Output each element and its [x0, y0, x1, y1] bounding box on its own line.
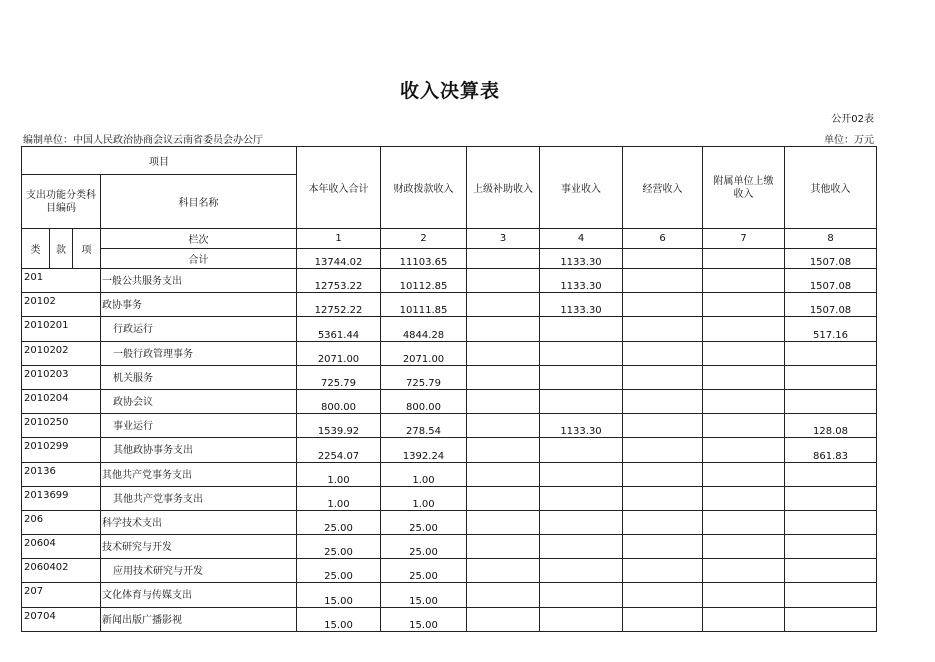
row-value-cell: 15.00 — [297, 583, 381, 607]
row-value-cell — [703, 559, 785, 583]
row-value-cell: 1.00 — [297, 462, 381, 486]
row-value-cell: 2071.00 — [381, 341, 467, 365]
total-cell: 13744.02 — [297, 249, 381, 269]
row-value-cell — [703, 269, 785, 293]
row-value-cell: 1.00 — [297, 486, 381, 510]
row-value-cell — [623, 583, 703, 607]
row-code: 2010202 — [22, 341, 101, 365]
form-number: 公开02表 — [831, 114, 874, 125]
row-value-cell — [467, 389, 540, 413]
row-subject-name: 科学技术支出 — [101, 510, 297, 534]
row-value-cell — [703, 510, 785, 534]
row-value-cell: 1.00 — [381, 462, 467, 486]
col-number: 3 — [467, 229, 540, 249]
table-row — [22, 438, 877, 462]
total-cell: 11103.65 — [381, 249, 467, 269]
row-value-cell — [540, 559, 623, 583]
row-value-cell — [623, 341, 703, 365]
row-value-cell — [785, 486, 877, 510]
row-value-cell: 1507.08 — [785, 269, 877, 293]
header-col-4: 事业收入 — [540, 147, 623, 229]
row-value-cell — [623, 438, 703, 462]
row-code: 2060402 — [22, 559, 101, 583]
row-subject-name: 机关服务 — [101, 365, 297, 389]
row-value-cell — [785, 559, 877, 583]
row-value-cell: 10111.85 — [381, 293, 467, 317]
row-value-cell — [703, 583, 785, 607]
col-number: 6 — [623, 229, 703, 249]
row-value-cell — [623, 559, 703, 583]
header-col-5: 经营收入 — [623, 147, 703, 229]
table-row — [22, 365, 877, 389]
header-col-6: 附属单位上缴收入 — [703, 147, 785, 229]
row-value-cell: 4844.28 — [381, 317, 467, 341]
row-value-cell — [467, 341, 540, 365]
row-value-cell — [467, 486, 540, 510]
row-subject-name: 文化体育与传媒支出 — [101, 583, 297, 607]
header-col-2: 财政拨款收入 — [381, 147, 467, 229]
row-value-cell: 15.00 — [297, 607, 381, 631]
row-value-cell — [703, 607, 785, 631]
total-cell — [623, 249, 703, 269]
total-cell: 1507.08 — [785, 249, 877, 269]
header-subject-name: 科目名称 — [101, 175, 297, 229]
row-value-cell: 1392.24 — [381, 438, 467, 462]
table-row — [22, 389, 877, 413]
col-number: 1 — [297, 229, 381, 249]
row-value-cell — [540, 535, 623, 559]
row-value-cell — [540, 486, 623, 510]
row-value-cell — [623, 269, 703, 293]
row-subject-name: 政协事务 — [101, 293, 297, 317]
header-func-code: 支出功能分类科目编码 — [22, 175, 101, 229]
row-value-cell: 517.16 — [785, 317, 877, 341]
row-subject-name: 行政运行 — [101, 317, 297, 341]
col-number: 7 — [703, 229, 785, 249]
row-subject-name: 其他共产党事务支出 — [101, 486, 297, 510]
table-row — [22, 510, 877, 534]
row-value-cell — [623, 414, 703, 438]
header-row-col: 栏次 — [101, 229, 297, 249]
row-value-cell — [467, 414, 540, 438]
row-value-cell — [703, 462, 785, 486]
row-subject-name: 事业运行 — [101, 414, 297, 438]
row-value-cell — [623, 389, 703, 413]
row-value-cell: 861.83 — [785, 438, 877, 462]
row-value-cell — [623, 510, 703, 534]
row-value-cell — [623, 535, 703, 559]
row-subject-name: 新闻出版广播影视 — [101, 607, 297, 631]
row-value-cell: 25.00 — [297, 535, 381, 559]
row-value-cell: 725.79 — [381, 365, 467, 389]
header-item: 项目 — [22, 147, 297, 175]
row-value-cell: 10112.85 — [381, 269, 467, 293]
row-code: 2010250 — [22, 414, 101, 438]
row-value-cell — [540, 607, 623, 631]
row-value-cell: 1507.08 — [785, 293, 877, 317]
header-col-3: 上级补助收入 — [467, 147, 540, 229]
income-table — [21, 146, 877, 632]
row-value-cell — [785, 535, 877, 559]
row-value-cell — [703, 389, 785, 413]
row-code: 2010204 — [22, 389, 101, 413]
row-value-cell — [703, 414, 785, 438]
row-value-cell — [467, 317, 540, 341]
table-row — [22, 607, 877, 631]
row-value-cell — [467, 462, 540, 486]
row-subject-name: 其他政协事务支出 — [101, 438, 297, 462]
currency-unit: 单位：万元 — [824, 135, 874, 146]
row-value-cell — [540, 438, 623, 462]
compiling-unit: 编制单位：中国人民政治协商会议云南省委员会办公厅 — [23, 135, 263, 146]
row-value-cell: 1133.30 — [540, 269, 623, 293]
total-cell — [467, 249, 540, 269]
table-row — [22, 462, 877, 486]
row-value-cell — [623, 293, 703, 317]
row-value-cell — [467, 559, 540, 583]
row-value-cell — [785, 510, 877, 534]
row-value-cell: 25.00 — [297, 559, 381, 583]
row-code: 207 — [22, 583, 101, 607]
row-value-cell — [703, 486, 785, 510]
total-cell: 1133.30 — [540, 249, 623, 269]
row-value-cell: 12753.22 — [297, 269, 381, 293]
row-value-cell: 12752.22 — [297, 293, 381, 317]
row-value-cell: 800.00 — [381, 389, 467, 413]
row-value-cell: 1133.30 — [540, 414, 623, 438]
row-value-cell — [467, 510, 540, 534]
header-lei: 类 — [22, 229, 50, 269]
row-code: 20704 — [22, 607, 101, 631]
row-value-cell — [785, 607, 877, 631]
row-code: 20102 — [22, 293, 101, 317]
row-value-cell: 15.00 — [381, 583, 467, 607]
row-subject-name: 一般行政管理事务 — [101, 341, 297, 365]
table-row — [22, 341, 877, 365]
row-code: 2010299 — [22, 438, 101, 462]
row-value-cell — [467, 535, 540, 559]
row-subject-name: 政协会议 — [101, 389, 297, 413]
row-value-cell: 5361.44 — [297, 317, 381, 341]
row-value-cell — [467, 365, 540, 389]
row-value-cell — [785, 462, 877, 486]
row-value-cell: 2254.07 — [297, 438, 381, 462]
table-row — [22, 414, 877, 438]
row-value-cell — [467, 607, 540, 631]
col-number: 2 — [381, 229, 467, 249]
row-value-cell — [785, 583, 877, 607]
row-code: 201 — [22, 269, 101, 293]
row-value-cell: 15.00 — [381, 607, 467, 631]
row-value-cell — [703, 535, 785, 559]
row-subject-name: 应用技术研究与开发 — [101, 559, 297, 583]
header-col-1: 本年收入合计 — [297, 147, 381, 229]
table-row — [22, 559, 877, 583]
col-number: 8 — [785, 229, 877, 249]
row-value-cell: 128.08 — [785, 414, 877, 438]
row-value-cell: 1539.92 — [297, 414, 381, 438]
row-value-cell — [540, 583, 623, 607]
row-value-cell — [540, 462, 623, 486]
row-code: 20136 — [22, 462, 101, 486]
row-value-cell — [703, 365, 785, 389]
report-title: 收入决算表 — [399, 80, 500, 102]
row-value-cell: 25.00 — [381, 510, 467, 534]
row-code: 206 — [22, 510, 101, 534]
row-value-cell: 25.00 — [297, 510, 381, 534]
row-value-cell — [703, 317, 785, 341]
total-cell — [703, 249, 785, 269]
row-value-cell: 278.54 — [381, 414, 467, 438]
row-subject-name: 一般公共服务支出 — [101, 269, 297, 293]
header-xiang: 项 — [73, 229, 101, 269]
row-value-cell — [540, 389, 623, 413]
row-value-cell — [623, 317, 703, 341]
row-value-cell: 1.00 — [381, 486, 467, 510]
row-value-cell — [785, 365, 877, 389]
row-value-cell — [540, 510, 623, 534]
row-value-cell — [703, 341, 785, 365]
row-value-cell: 725.79 — [297, 365, 381, 389]
row-value-cell — [623, 607, 703, 631]
table-row — [22, 486, 877, 510]
row-value-cell — [540, 317, 623, 341]
row-value-cell — [785, 389, 877, 413]
row-code: 2010201 — [22, 317, 101, 341]
row-value-cell — [785, 341, 877, 365]
header-kuan: 款 — [50, 229, 73, 269]
row-code: 20604 — [22, 535, 101, 559]
row-value-cell — [703, 293, 785, 317]
row-value-cell — [467, 269, 540, 293]
header-col-7: 其他收入 — [785, 147, 877, 229]
row-value-cell: 25.00 — [381, 559, 467, 583]
table-row — [22, 583, 877, 607]
row-value-cell — [623, 486, 703, 510]
table-row — [22, 293, 877, 317]
row-value-cell: 1133.30 — [540, 293, 623, 317]
row-subject-name: 技术研究与开发 — [101, 535, 297, 559]
total-label: 合计 — [101, 249, 297, 269]
row-value-cell: 2071.00 — [297, 341, 381, 365]
col-number: 4 — [540, 229, 623, 249]
row-value-cell: 800.00 — [297, 389, 381, 413]
row-code: 2013699 — [22, 486, 101, 510]
row-value-cell — [467, 438, 540, 462]
row-value-cell — [703, 438, 785, 462]
row-value-cell: 25.00 — [381, 535, 467, 559]
table-row — [22, 269, 877, 293]
row-value-cell — [467, 583, 540, 607]
row-value-cell — [623, 462, 703, 486]
table-row — [22, 317, 877, 341]
row-subject-name: 其他共产党事务支出 — [101, 462, 297, 486]
row-value-cell — [623, 365, 703, 389]
table-row — [22, 535, 877, 559]
row-value-cell — [540, 341, 623, 365]
row-code: 2010203 — [22, 365, 101, 389]
row-value-cell — [540, 365, 623, 389]
row-value-cell — [467, 293, 540, 317]
